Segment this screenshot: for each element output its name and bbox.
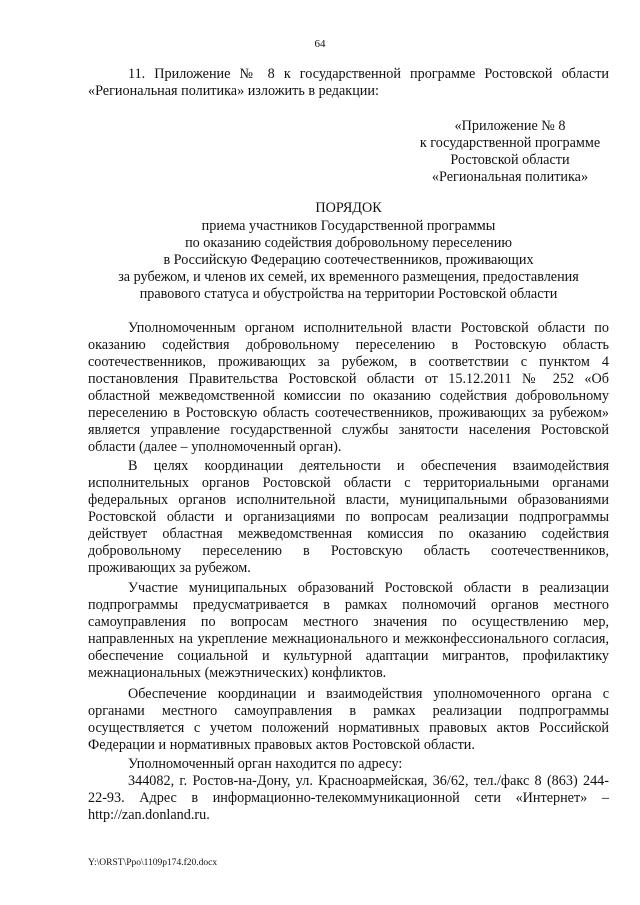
subtitle-line: по оказанию содействия добровольному переселению bbox=[185, 235, 512, 251]
address-paragraph: 344082, г. Ростов-на-Дону, ул. Красноармейская, 36/62, тел./факс 8 (863) 244-22-93. Адрес в информационно-телекоммуникационной сети «Интернет» – http://zan.donland.ru. bbox=[88, 773, 609, 823]
intro-paragraph: 11. Приложение № 8 к государственной программе Ростовской области «Региональная политика» изложить в редакции: bbox=[88, 66, 609, 99]
appendix-line: «Региональная политика» bbox=[431, 169, 589, 185]
body-paragraph: Уполномоченный орган находится по адресу: bbox=[128, 756, 403, 772]
subtitle-line: правового статуса и обустройства на территории Ростовской области bbox=[139, 286, 558, 302]
body-paragraph: Обеспечение координации и взаимодействия уполномоченного органа с органами местного самоуправления в рамках реализации подпрограммы осуществляется с учетом положений нормативных правовых актов Российской Федерации и нормативных правовых актов Ростовской области. bbox=[88, 686, 609, 753]
body-paragraph: Участие муниципальных образований Ростовской области в реализации подпрограммы предусматривается в рамках полномочий органов местного самоуправления по вопросам местного значения по осуществлению мер, направленных на укрепление межнационального и межконфессионального согласия, обеспечение социальной и культурной адаптации мигрантов, профилактику межнациональных (межэтнических) конфликтов. bbox=[88, 580, 609, 681]
document-title: ПОРЯДОК bbox=[315, 200, 382, 216]
page-number: 64 bbox=[314, 38, 326, 50]
file-path-footer: Y:\ORST\Ppo\1109p174.f20.docx bbox=[88, 858, 218, 868]
body-paragraph: В целях координации деятельности и обеспечения взаимодействия исполнительных органов Ростовской области с территориальными органами федеральных органов исполнительной власти, муниципальными образованиями Ростовской области и организациями по вопросам реализации подпрограммы действует областная межведомственная комиссия по оказанию содействия добровольному переселению в Ростовскую область соотечественников, проживающих за рубежом. bbox=[88, 458, 609, 576]
subtitle-line: в Российскую Федерацию соотечественников, проживающих bbox=[163, 252, 534, 268]
body-paragraph: Уполномоченным органом исполнительной власти Ростовской области по оказанию содействия добровольному переселению в Ростовскую область соотечественников, проживающих за рубежом, в соответствии с пунктом 4 постановления Правительства Ростовской области от 15.12.2011 № 252 «Об областной межведомственной комиссии по оказанию содействия добровольному переселению в Ростовскую область соотечественников, проживающих за рубежом» является управление государственной службы занятости населения Ростовской области (далее – уполномоченный орган). bbox=[88, 320, 609, 455]
subtitle-line: за рубежом, и членов их семей, их временного размещения, предоставления bbox=[118, 269, 579, 285]
appendix-line: Ростовской области bbox=[450, 152, 570, 168]
appendix-line: «Приложение № 8 bbox=[454, 118, 566, 134]
subtitle-line: приема участников Государственной программы bbox=[201, 218, 496, 234]
document-subtitle bbox=[88, 218, 609, 303]
appendix-line: к государственной программе bbox=[419, 135, 601, 151]
appendix-header bbox=[390, 118, 630, 186]
